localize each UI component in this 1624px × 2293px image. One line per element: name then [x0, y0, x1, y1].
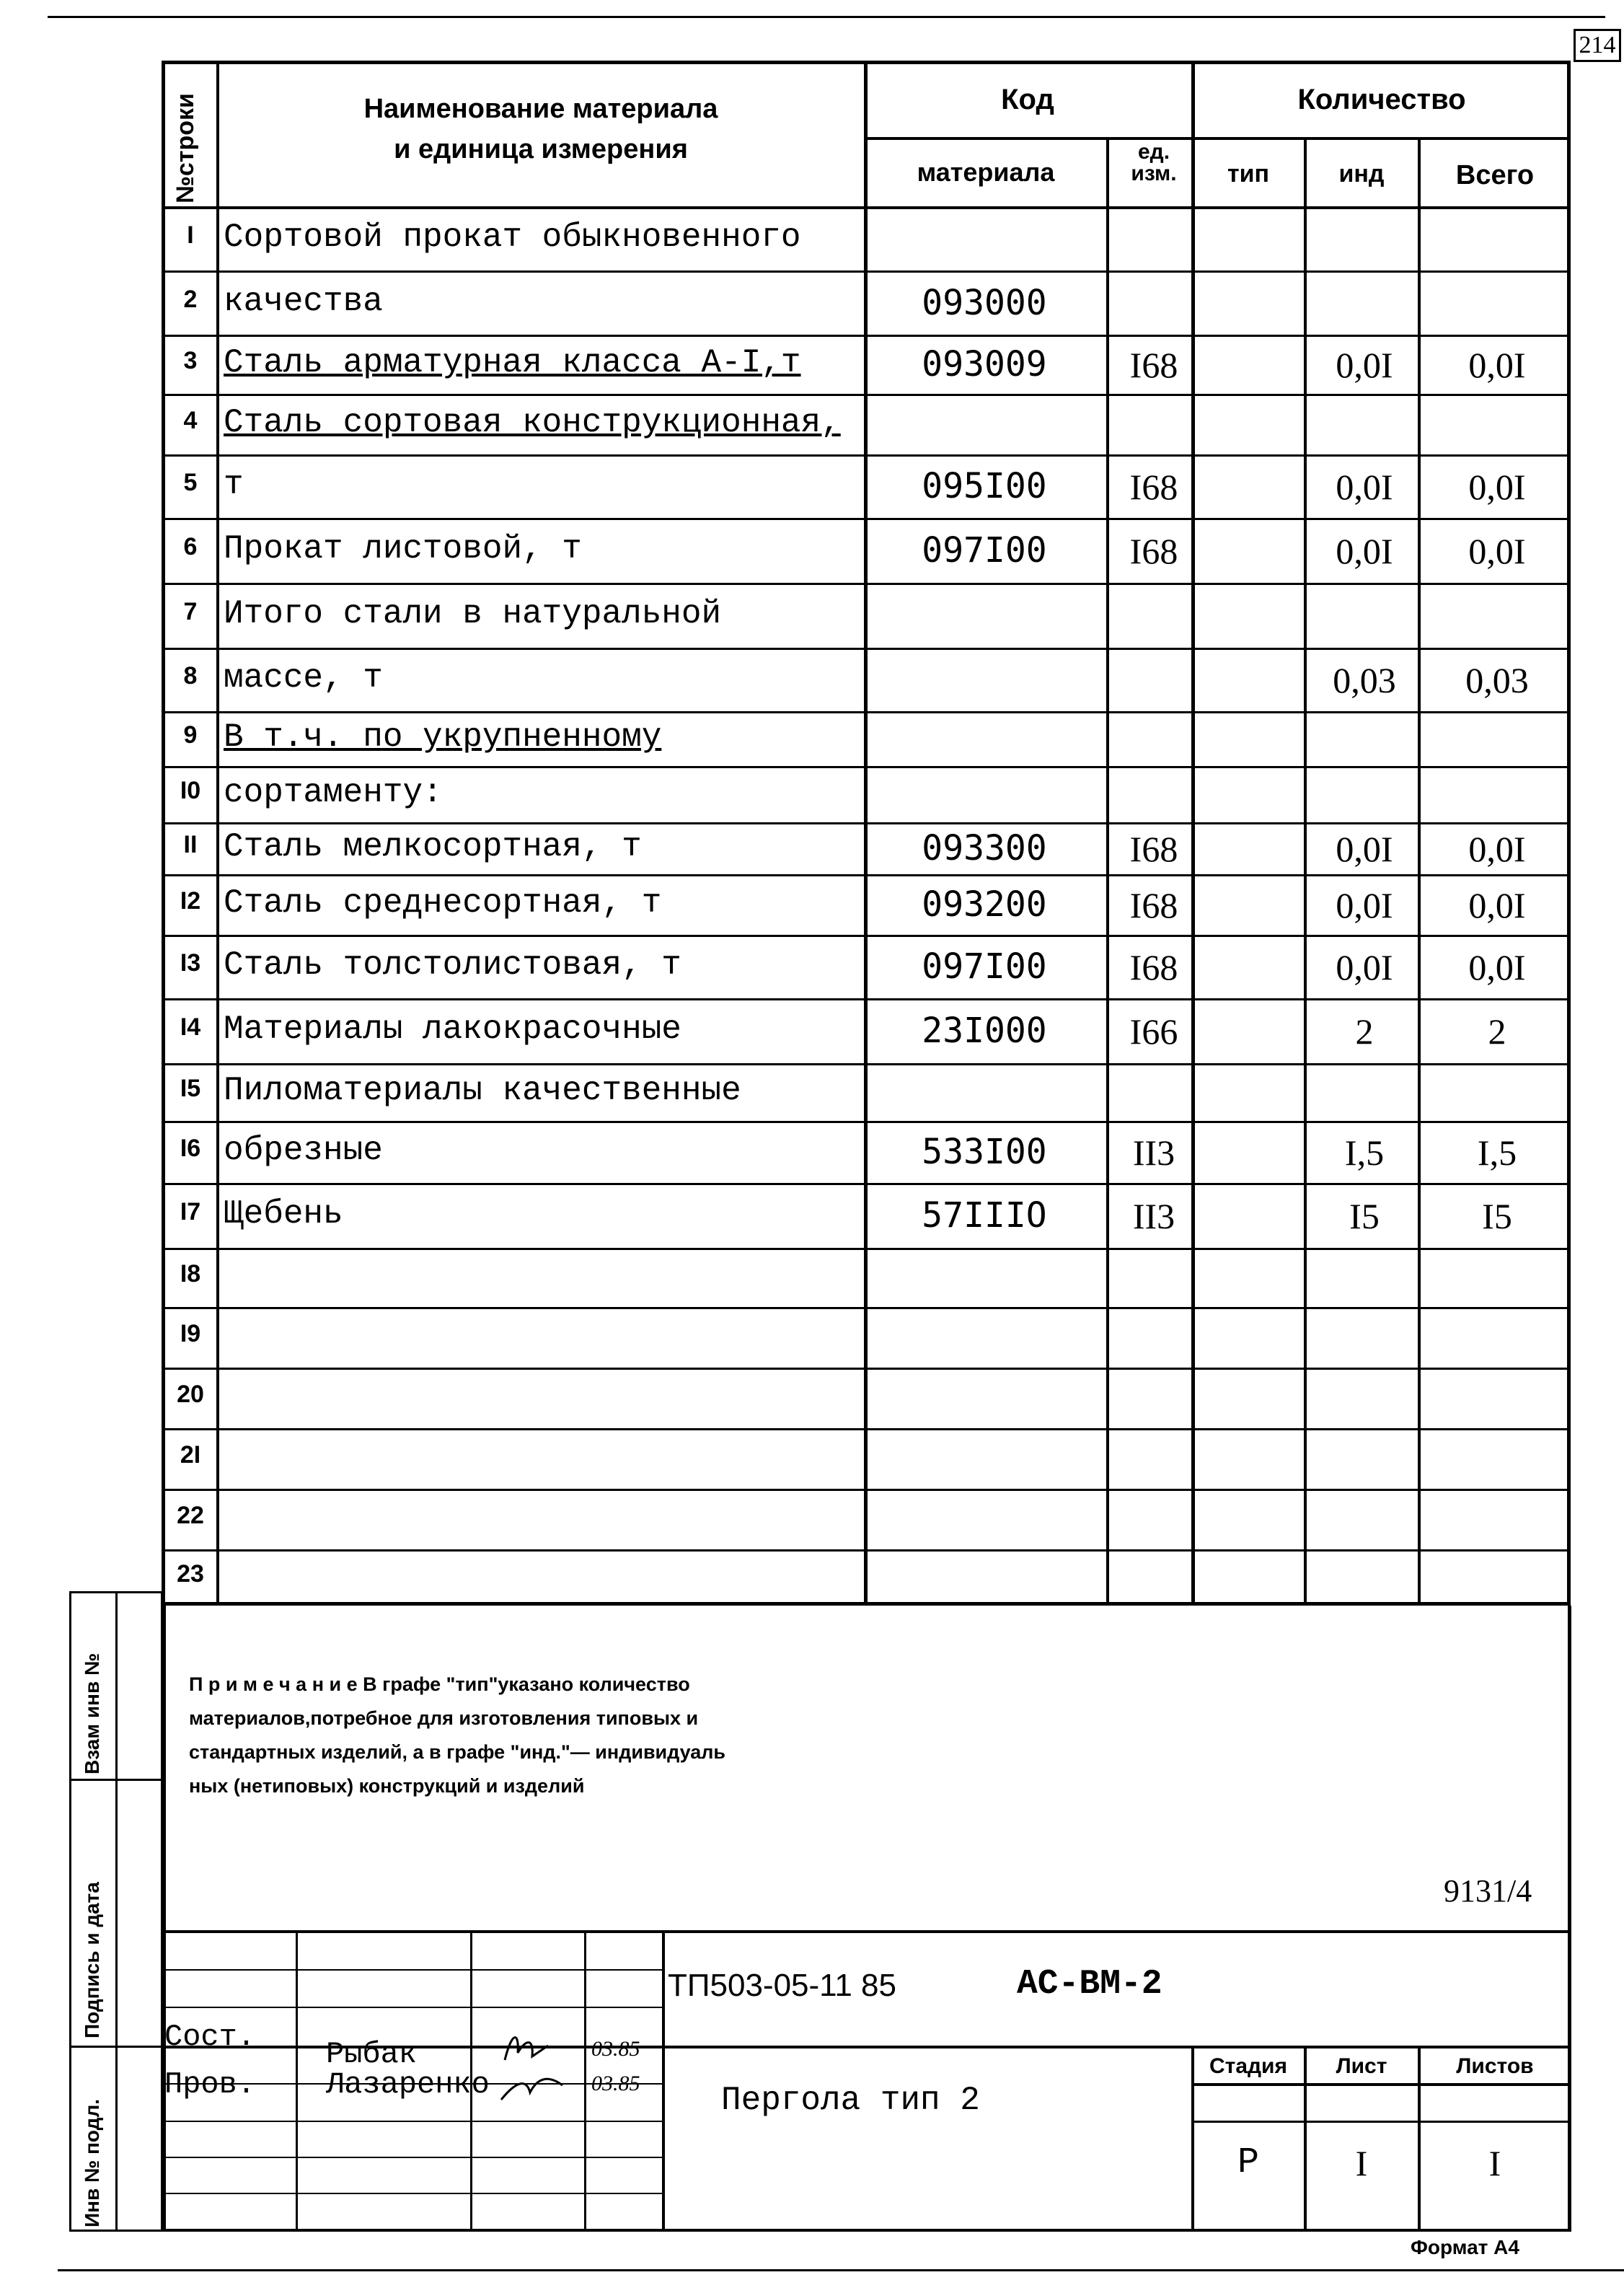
qty-total: 0,0I	[1468, 467, 1526, 507]
title-bottom-line	[163, 2229, 1571, 2232]
qty-total: I,5	[1477, 1132, 1517, 1173]
inventory-number: 9131/4	[1444, 1873, 1532, 1909]
qty-total: 0,0I	[1468, 829, 1526, 869]
header-row-no: №строки	[172, 93, 199, 203]
note-line-1: П р и м е ч а н и е В графе "тип"указано количество	[189, 1673, 690, 1695]
row-number: 2	[183, 285, 198, 313]
row-number: 2I	[180, 1441, 201, 1469]
unit-code: II3	[1132, 1196, 1175, 1236]
person-compiled: Рыбак	[326, 2037, 418, 2072]
row-divider	[162, 1549, 1571, 1552]
row-number: I5	[180, 1075, 201, 1102]
qty-ind: 0,03	[1333, 660, 1396, 700]
row-divider	[162, 1063, 1571, 1065]
qty-ind: 0,0I	[1336, 467, 1393, 507]
row-divider	[162, 270, 1571, 273]
row-divider	[162, 1368, 1571, 1370]
sig-row-2	[163, 2007, 662, 2008]
material-code: 097I00	[922, 530, 1047, 571]
row-divider	[162, 998, 1571, 1000]
unit-code: II3	[1132, 1132, 1175, 1173]
material-code: 097I00	[922, 946, 1047, 987]
material-name: Щебень	[224, 1195, 343, 1233]
row-number: 6	[183, 533, 198, 560]
person-checked: Лазаренко	[326, 2067, 490, 2102]
row-number: I6	[180, 1135, 201, 1162]
material-name: Материалы лакокрасочные	[224, 1011, 681, 1048]
material-code: 095I00	[922, 466, 1047, 506]
sheet-label: Лист	[1336, 2054, 1387, 2078]
sheet-value: I	[1355, 2143, 1368, 2183]
side-line-2	[69, 2046, 163, 2048]
top-rule	[48, 16, 1605, 18]
stage-label: Стадия	[1209, 2054, 1288, 2078]
row-number: I4	[180, 1013, 201, 1041]
material-name: массе, т	[224, 659, 383, 697]
side-signature-date: Подпись и дата	[81, 1882, 103, 2038]
row-divider	[162, 1307, 1571, 1309]
qty-total: 0,03	[1465, 660, 1529, 700]
row-number: 8	[183, 662, 198, 690]
material-name: Сортовой прокат обыкновенного	[224, 218, 801, 256]
sig-row-1	[163, 1969, 662, 1971]
qty-ind: I,5	[1344, 1132, 1385, 1173]
material-name: обрезные	[224, 1132, 383, 1169]
sheets-value: I	[1488, 2143, 1501, 2183]
bottom-rule	[58, 2269, 1624, 2271]
row-number: 4	[183, 407, 198, 434]
material-name: сортаменту:	[224, 774, 443, 811]
row-number: I9	[180, 1320, 201, 1347]
material-name: Пиломатериалы качественные	[224, 1072, 741, 1109]
material-code: 093009	[922, 344, 1047, 384]
role-checked: Пров.	[164, 2067, 256, 2102]
header-qty-total: Всего	[1455, 160, 1535, 190]
qty-ind: 0,0I	[1336, 829, 1393, 869]
material-name: Сталь сортовая конструкционная,	[224, 404, 841, 441]
row-divider	[162, 935, 1571, 937]
qty-ind: 0,0I	[1336, 885, 1393, 925]
sheets-label: Листов	[1456, 2054, 1534, 2078]
signature-checked	[498, 2067, 570, 2111]
material-code: 57IIIO	[922, 1195, 1047, 1236]
stage-value: Р	[1237, 2142, 1259, 2183]
format-label: Формат А4	[1411, 2236, 1519, 2258]
sig-col-4	[662, 1930, 665, 2229]
header-name-line1: Наименование материала	[363, 94, 718, 124]
row-number: 5	[183, 469, 198, 496]
row-divider	[162, 454, 1571, 457]
row-divider	[162, 1183, 1571, 1185]
side-inv-replaced: Взам инв №	[81, 1652, 103, 1774]
qty-total: I5	[1482, 1196, 1512, 1236]
header-code-material: материала	[917, 157, 1055, 187]
sig-row-4	[163, 2121, 662, 2122]
row-number: I0	[180, 777, 201, 804]
material-name: Сталь толстолистовая, т	[224, 946, 681, 984]
row-divider	[162, 1248, 1571, 1250]
sig-row-6	[163, 2193, 662, 2194]
row-divider	[162, 766, 1571, 768]
header-subline	[865, 137, 1571, 140]
row-number: 23	[177, 1560, 204, 1588]
material-code: 533I00	[922, 1132, 1047, 1172]
header-qty-ind: инд	[1338, 160, 1385, 188]
col-line-3	[1106, 137, 1109, 1606]
row-number: 20	[177, 1381, 204, 1408]
qty-total: 0,0I	[1468, 947, 1526, 987]
row-divider	[162, 1428, 1571, 1430]
side-stamp-divider	[115, 1591, 118, 2232]
header-code-unit: ед. изм.	[1131, 140, 1177, 185]
row-divider	[162, 874, 1571, 876]
unit-code: I68	[1129, 345, 1178, 385]
note-line-4: ных (нетиповых) конструкций и изделий	[189, 1775, 585, 1797]
row-divider	[162, 518, 1571, 520]
frame-right	[1568, 1606, 1571, 2232]
stage-row-2	[1191, 2121, 1571, 2123]
row-divider	[162, 711, 1571, 713]
header-name-line2: и единица измерения	[394, 134, 688, 164]
qty-ind: I5	[1349, 1196, 1380, 1236]
material-name: т	[224, 466, 244, 503]
signature-compiled	[498, 2024, 555, 2067]
unit-code: I68	[1129, 531, 1178, 571]
material-code: 23I000	[922, 1011, 1047, 1051]
qty-total: 0,0I	[1468, 885, 1526, 925]
project-code: ТП503-05-11 85	[668, 1968, 897, 2003]
material-code: 093200	[922, 884, 1047, 925]
frame-left	[163, 1606, 166, 2232]
qty-total: 0,0I	[1468, 345, 1526, 385]
side-line-1	[69, 1779, 163, 1781]
unit-code: I66	[1129, 1011, 1178, 1052]
row-number: 3	[183, 347, 198, 374]
row-divider	[162, 822, 1571, 824]
unit-code: I68	[1129, 885, 1178, 925]
row-number: I8	[180, 1260, 201, 1288]
row-divider	[162, 1489, 1571, 1491]
date-compiled: 03.85	[591, 2037, 640, 2061]
qty-ind: 2	[1355, 1011, 1374, 1052]
doc-code: АС-ВМ-2	[1017, 1965, 1162, 2004]
col-line-1	[216, 61, 219, 1606]
title-top-line	[163, 1930, 1571, 1933]
row-divider	[162, 394, 1571, 396]
row-number: 7	[183, 598, 198, 625]
row-number: I2	[180, 887, 201, 915]
drawing-title: Пергола тип 2	[721, 2082, 980, 2119]
row-number: 9	[183, 721, 198, 749]
material-name: В т.ч. по укрупненному	[224, 718, 662, 756]
unit-code: I68	[1129, 829, 1178, 869]
qty-ind: 0,0I	[1336, 531, 1393, 571]
qty-ind: 0,0I	[1336, 947, 1393, 987]
header-code: Код	[1001, 84, 1054, 115]
row-number: I3	[180, 949, 201, 977]
row-divider	[162, 335, 1571, 337]
material-code: 093300	[922, 828, 1047, 868]
sig-col-3	[584, 1930, 586, 2229]
row-number: 22	[177, 1502, 204, 1529]
row-divider	[162, 583, 1571, 585]
material-name: Сталь среднесортная, т	[224, 884, 662, 922]
row-number: I7	[180, 1198, 201, 1225]
date-checked: 03.85	[591, 2072, 640, 2095]
qty-total: 0,0I	[1468, 531, 1526, 571]
sig-row-5	[163, 2157, 662, 2158]
unit-code: I68	[1129, 467, 1178, 507]
sheet-number: 214	[1574, 29, 1621, 62]
material-name: Сталь арматурная класса А-I,т	[224, 344, 801, 382]
row-divider	[162, 1121, 1571, 1123]
row-number: II	[183, 831, 198, 858]
material-name: Итого стали в натуральной	[224, 595, 722, 633]
material-code: 093000	[922, 282, 1047, 323]
stage-row-1	[1191, 2083, 1571, 2086]
material-name: Сталь мелкосортная, т	[224, 828, 642, 866]
qty-total: 2	[1488, 1011, 1506, 1052]
row-number: I	[187, 221, 194, 249]
role-compiled: Сост.	[164, 2020, 256, 2054]
unit-code: I68	[1129, 947, 1178, 987]
note-line-3: стандартных изделий, а в графе "инд."— индивидуаль	[189, 1741, 726, 1763]
header-qty-type: тип	[1227, 160, 1270, 188]
sig-col-1	[296, 1930, 298, 2229]
note-line-2: материалов,потребное для изготовления типовых и	[189, 1707, 699, 1729]
side-inv-orig: Инв № подл.	[81, 2098, 103, 2227]
header-quantity: Количество	[1297, 84, 1466, 115]
material-name: качества	[224, 282, 383, 320]
material-name: Прокат листовой, т	[224, 530, 582, 568]
qty-ind: 0,0I	[1336, 345, 1393, 385]
row-divider	[162, 648, 1571, 650]
